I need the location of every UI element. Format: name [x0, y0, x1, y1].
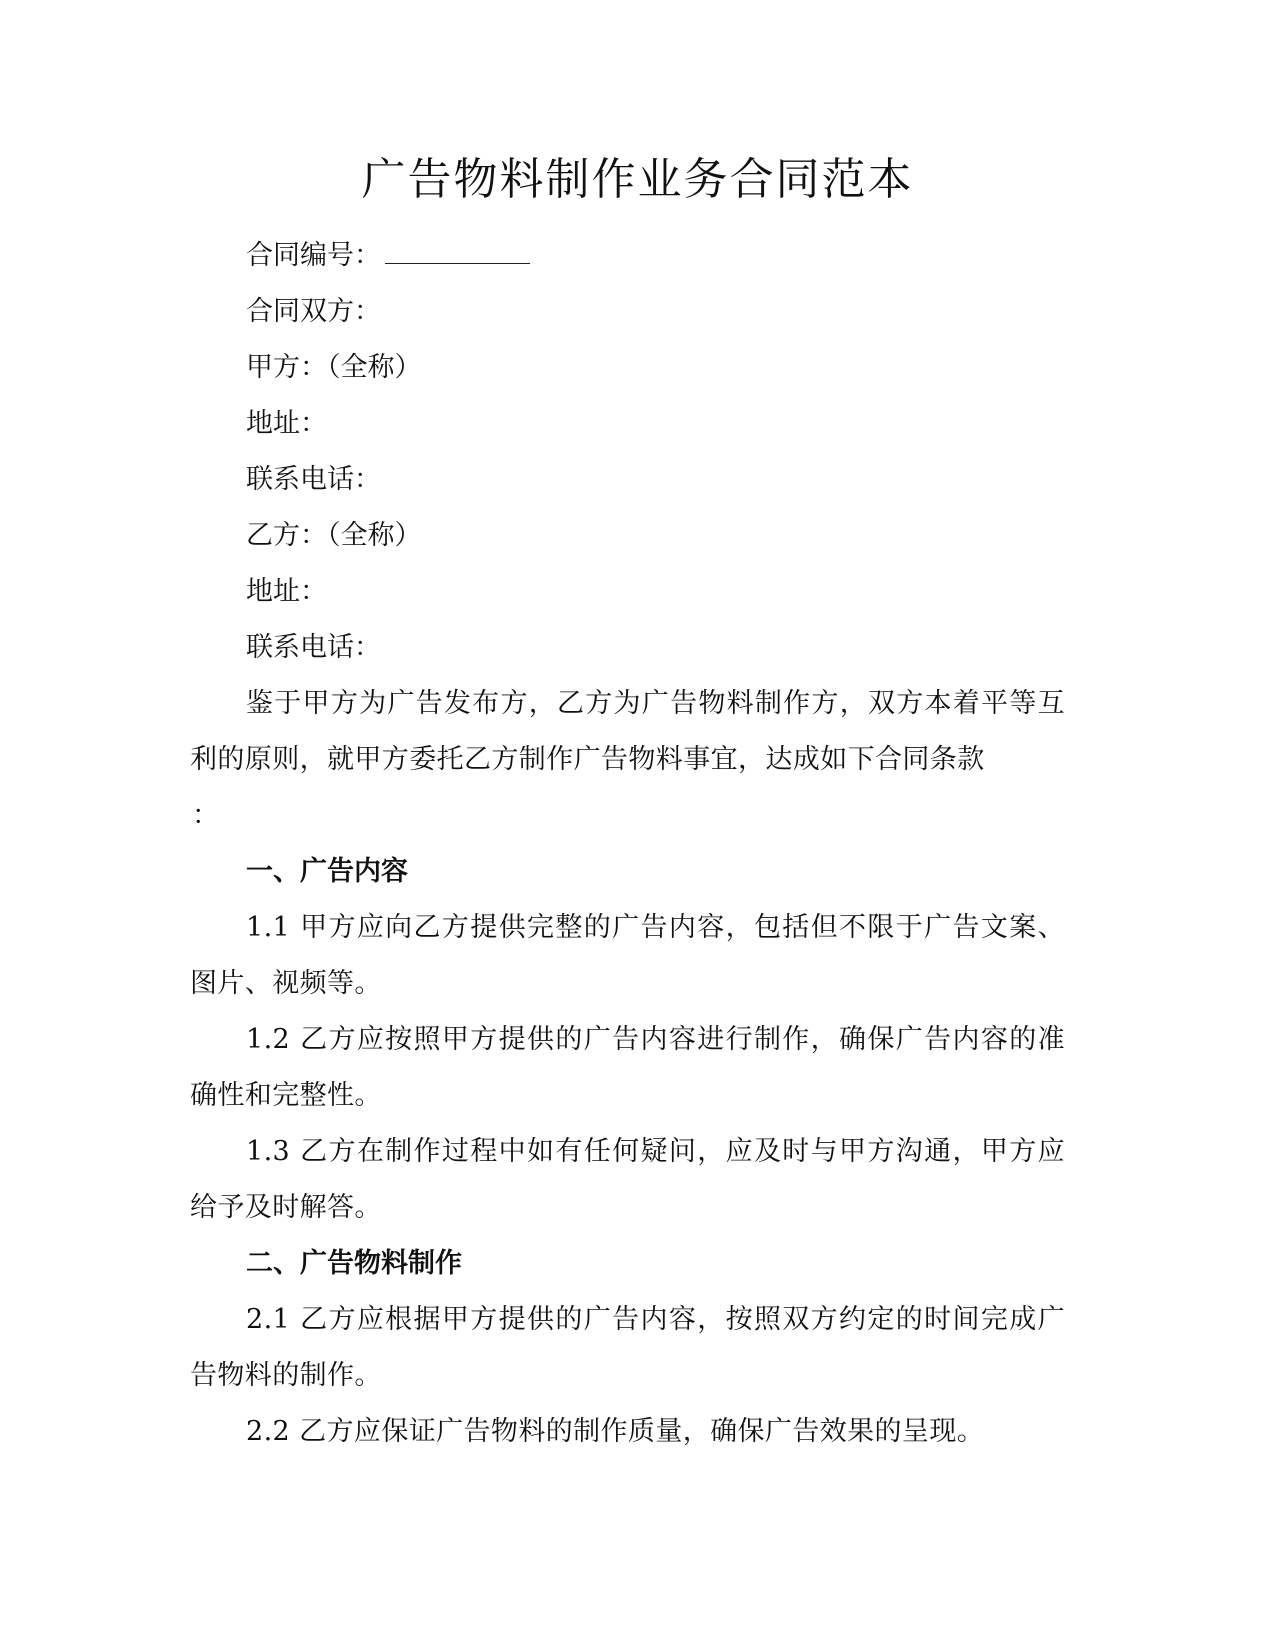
document-title: 广告物料制作业务合同范本 — [361, 154, 914, 205]
clause-paragraph: 1.2 乙方应按照甲方提供的广告内容进行制作，确保广告内容的准确性和完整性。 — [190, 1024, 1065, 1111]
party-a-address: 地址： — [246, 408, 327, 439]
parties-label: 合同双方： — [246, 296, 381, 327]
party-b-label: 乙方：（全称） — [246, 520, 422, 551]
clause-paragraph: 1.3 乙方在制作过程中如有任何疑问，应及时与甲方沟通，甲方应给予及时解答。 — [190, 1136, 1065, 1223]
clause-paragraph: 1.1 甲方应向乙方提供完整的广告内容，包括但不限于广告文案、图片、视频等。 — [190, 912, 1065, 999]
party-a-phone: 联系电话： — [246, 464, 381, 495]
preamble-tail: ： — [192, 800, 219, 831]
contract-number-blank — [385, 233, 530, 264]
party-b-address: 地址： — [246, 576, 327, 607]
party-b-phone: 联系电话： — [246, 632, 381, 663]
document-body — [190, 228, 1065, 1460]
clause-paragraph: 2.1 乙方应根据甲方提供的广告内容，按照双方约定的时间完成广告物料的制作。 — [190, 1304, 1065, 1391]
contract-number-label: 合同编号： — [246, 240, 381, 271]
preamble-paragraph: 鉴于甲方为广告发布方，乙方为广告物料制作方，双方本着平等互利的原则，就甲方委托乙方制作广告物料事宜，达成如下合同条款 — [190, 688, 1065, 775]
party-a-label: 甲方：（全称） — [246, 352, 422, 383]
section-heading: 一、广告内容 — [246, 856, 408, 887]
contract-number-line — [190, 228, 1065, 284]
section-heading: 二、广告物料制作 — [246, 1248, 462, 1279]
clause-paragraph: 2.2 乙方应保证广告物料的制作质量，确保广告效果的呈现。 — [246, 1416, 985, 1447]
